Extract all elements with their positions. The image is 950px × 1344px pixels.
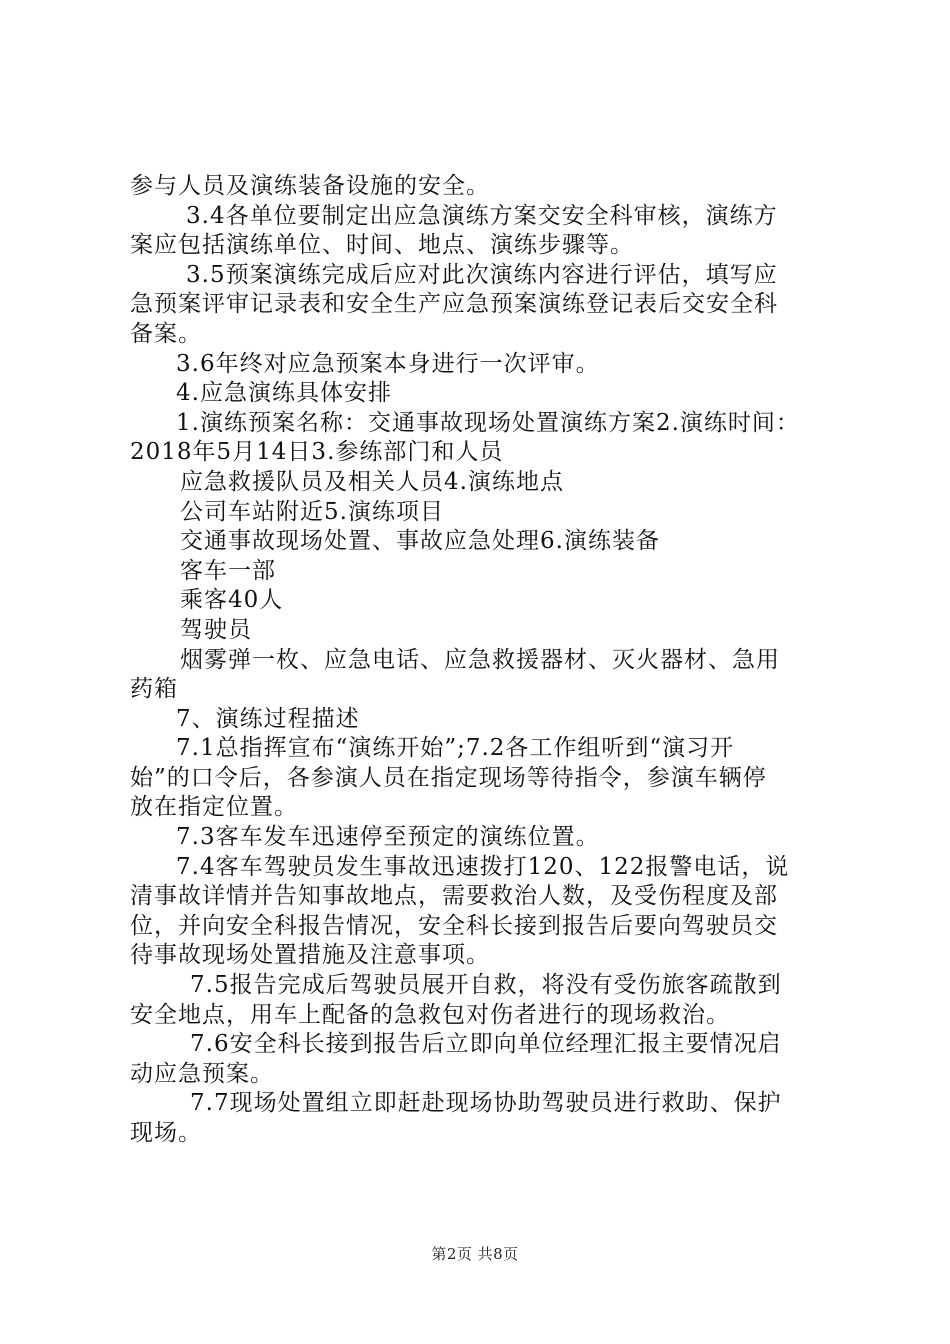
- text-line: 7.7现场处置组立即赶赴现场协助驾驶员进行救助、保护: [190, 1090, 782, 1117]
- text-line: 备案。: [130, 320, 202, 347]
- text-line: 急预案评审记录表和安全生产应急预案演练登记表后交安全科: [130, 291, 778, 318]
- page-number-footer: 第2页 共8页: [431, 1245, 519, 1263]
- text-line: 安全地点，用车上配备的急救包对伤者进行的现场救治。: [130, 1001, 730, 1028]
- text-line: 待事故现场处置措施及注意事项。: [130, 942, 490, 969]
- text-line: 烟雾弹一枚、应急电话、应急救援器材、灭火器材、急用: [180, 646, 780, 673]
- text-line: 药箱: [130, 676, 178, 703]
- text-line: 动应急预案。: [130, 1060, 274, 1087]
- document-body: [130, 172, 830, 1149]
- text-line: 参与人员及演练装备设施的安全。: [130, 173, 490, 199]
- text-line: 始”的口令后，各参演人员在指定现场等待指令，参演车辆停: [130, 764, 767, 791]
- text-line: 案应包括演练单位、时间、地点、演练步骤等。: [130, 232, 634, 259]
- text-line: 7.4客车驾驶员发生事故迅速拨打120、122报警电话，说: [176, 853, 790, 880]
- text-line: 3.6年终对应急预案本身进行一次评审。: [176, 350, 600, 377]
- text-line: 3.4各单位要制定出应急演练方案交安全科审核，演练方: [186, 202, 778, 229]
- text-line: 位，并向安全科报告情况，安全科长接到报告后要向驾驶员交: [130, 912, 778, 939]
- text-line: 放在指定位置。: [130, 794, 298, 821]
- text-line: 乘客40人: [180, 587, 284, 614]
- text-line: 2018年5月14日3.参练部门和人员: [130, 439, 504, 466]
- text-line: 4.应急演练具体安排: [176, 380, 392, 407]
- text-line: 现场。: [130, 1120, 202, 1146]
- text-line: 公司车站附近5.演练项目: [180, 498, 444, 525]
- text-line: 1.演练预案名称：交通事故现场处置演练方案2.演练时间：: [176, 409, 800, 436]
- text-line: 7.1总指挥宣布“演练开始”;7.2各工作组听到“演习开: [176, 735, 735, 762]
- text-line: 驾驶员: [180, 616, 252, 643]
- text-line: 7.3客车发车迅速停至预定的演练位置。: [176, 824, 600, 851]
- text-line: 7.6安全科长接到报告后立即向单位经理汇报主要情况启: [190, 1031, 782, 1058]
- text-line: 应急救援队员及相关人员4.演练地点: [180, 468, 564, 495]
- text-line: 客车一部: [180, 557, 276, 584]
- text-line: 交通事故现场处置、事故应急处理6.演练装备: [180, 528, 660, 555]
- text-line: 7.5报告完成后驾驶员展开自救，将没有受伤旅客疏散到: [190, 972, 782, 999]
- text-line: 清事故详情并告知事故地点，需要救治人数，及受伤程度及部: [130, 883, 778, 910]
- text-line: 7、演练过程描述: [176, 705, 360, 732]
- text-line: 3.5预案演练完成后应对此次演练内容进行评估，填写应: [186, 261, 778, 288]
